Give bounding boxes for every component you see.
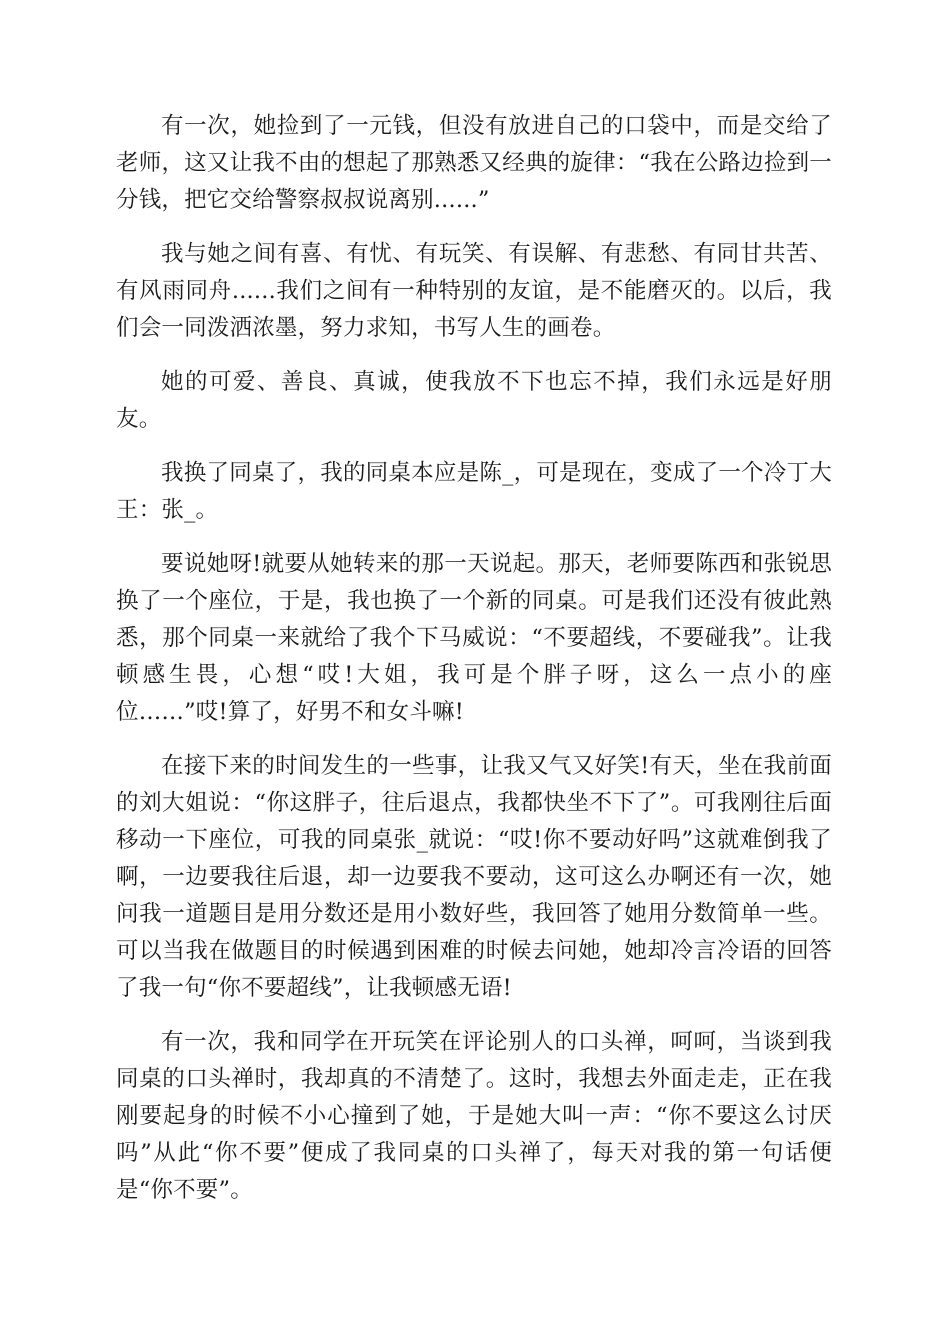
paragraph-friendship: 我与她之间有喜、有忧、有玩笑、有误解、有悲愁、有同甘共苦、有风雨同舟......我们之间有一种特别的友谊，是不能磨灭的。以后，我们会一同泼洒浓墨，努力求知，书写人生的画卷。 — [116, 241, 832, 341]
paragraph-catchphrase: 有一次，我和同学在开玩笑在评论别人的口头禅，呵呵，当谈到我同桌的口头禅时，我却真的不清楚了。这时，我想去外面走走，正在我刚要起身的时候不小心撞到了她，于是她大叫一声：“你不要这么讨厌吗”从此“你不要”便成了我同桌的口头禅了，每天对我的第一句话便是“你不要”。 — [116, 1029, 832, 1203]
document-body — [116, 108, 832, 1226]
paragraph-new-deskmate: 我换了同桌了，我的同桌本应是陈_，可是现在，变成了一个冷丁大王：张_。 — [116, 460, 832, 523]
paragraph-funny-events: 在接下来的时间发生的一些事，让我又气又好笑!有天，坐在我前面的刘大姐说：“你这胖子，往后退点，我都快坐不下了”。可我刚往后面移动一下座位，可我的同桌张_就说：“哎!你不要动好吗”这就难倒我了啊，一边要我往后退，却一边要我不要动，这可这么办啊还有一次，她问我一道题目是用分数还是用小数好些，我回答了她用分数简单一些。可以当我在做题目的时候遇到困难的时候去问她，她却冷言冷语的回答了我一句“你不要超线”，让我顿感无语! — [116, 753, 832, 1001]
paragraph-first-day: 要说她呀!就要从她转来的那一天说起。那天，老师要陈西和张锐思换了一个座位，于是，我也换了一个新的同桌。可是我们还没有彼此熟悉，那个同桌一来就给了我个下马威说：“不要超线，不要碰我”。让我顿感生畏，心想“哎!大姐，我可是个胖子呀，这么一点小的座位……”哎!算了，好男不和女斗嘛! — [116, 551, 832, 725]
paragraph-found-money: 有一次，她捡到了一元钱，但没有放进自己的口袋中，而是交给了老师，这又让我不由的想起了那熟悉又经典的旋律：“我在公路边捡到一分钱，把它交给警察叔叔说离别......” — [116, 113, 832, 213]
paragraph-good-friends: 她的可爱、善良、真诚，使我放不下也忘不掉，我们永远是好朋友。 — [116, 369, 832, 432]
